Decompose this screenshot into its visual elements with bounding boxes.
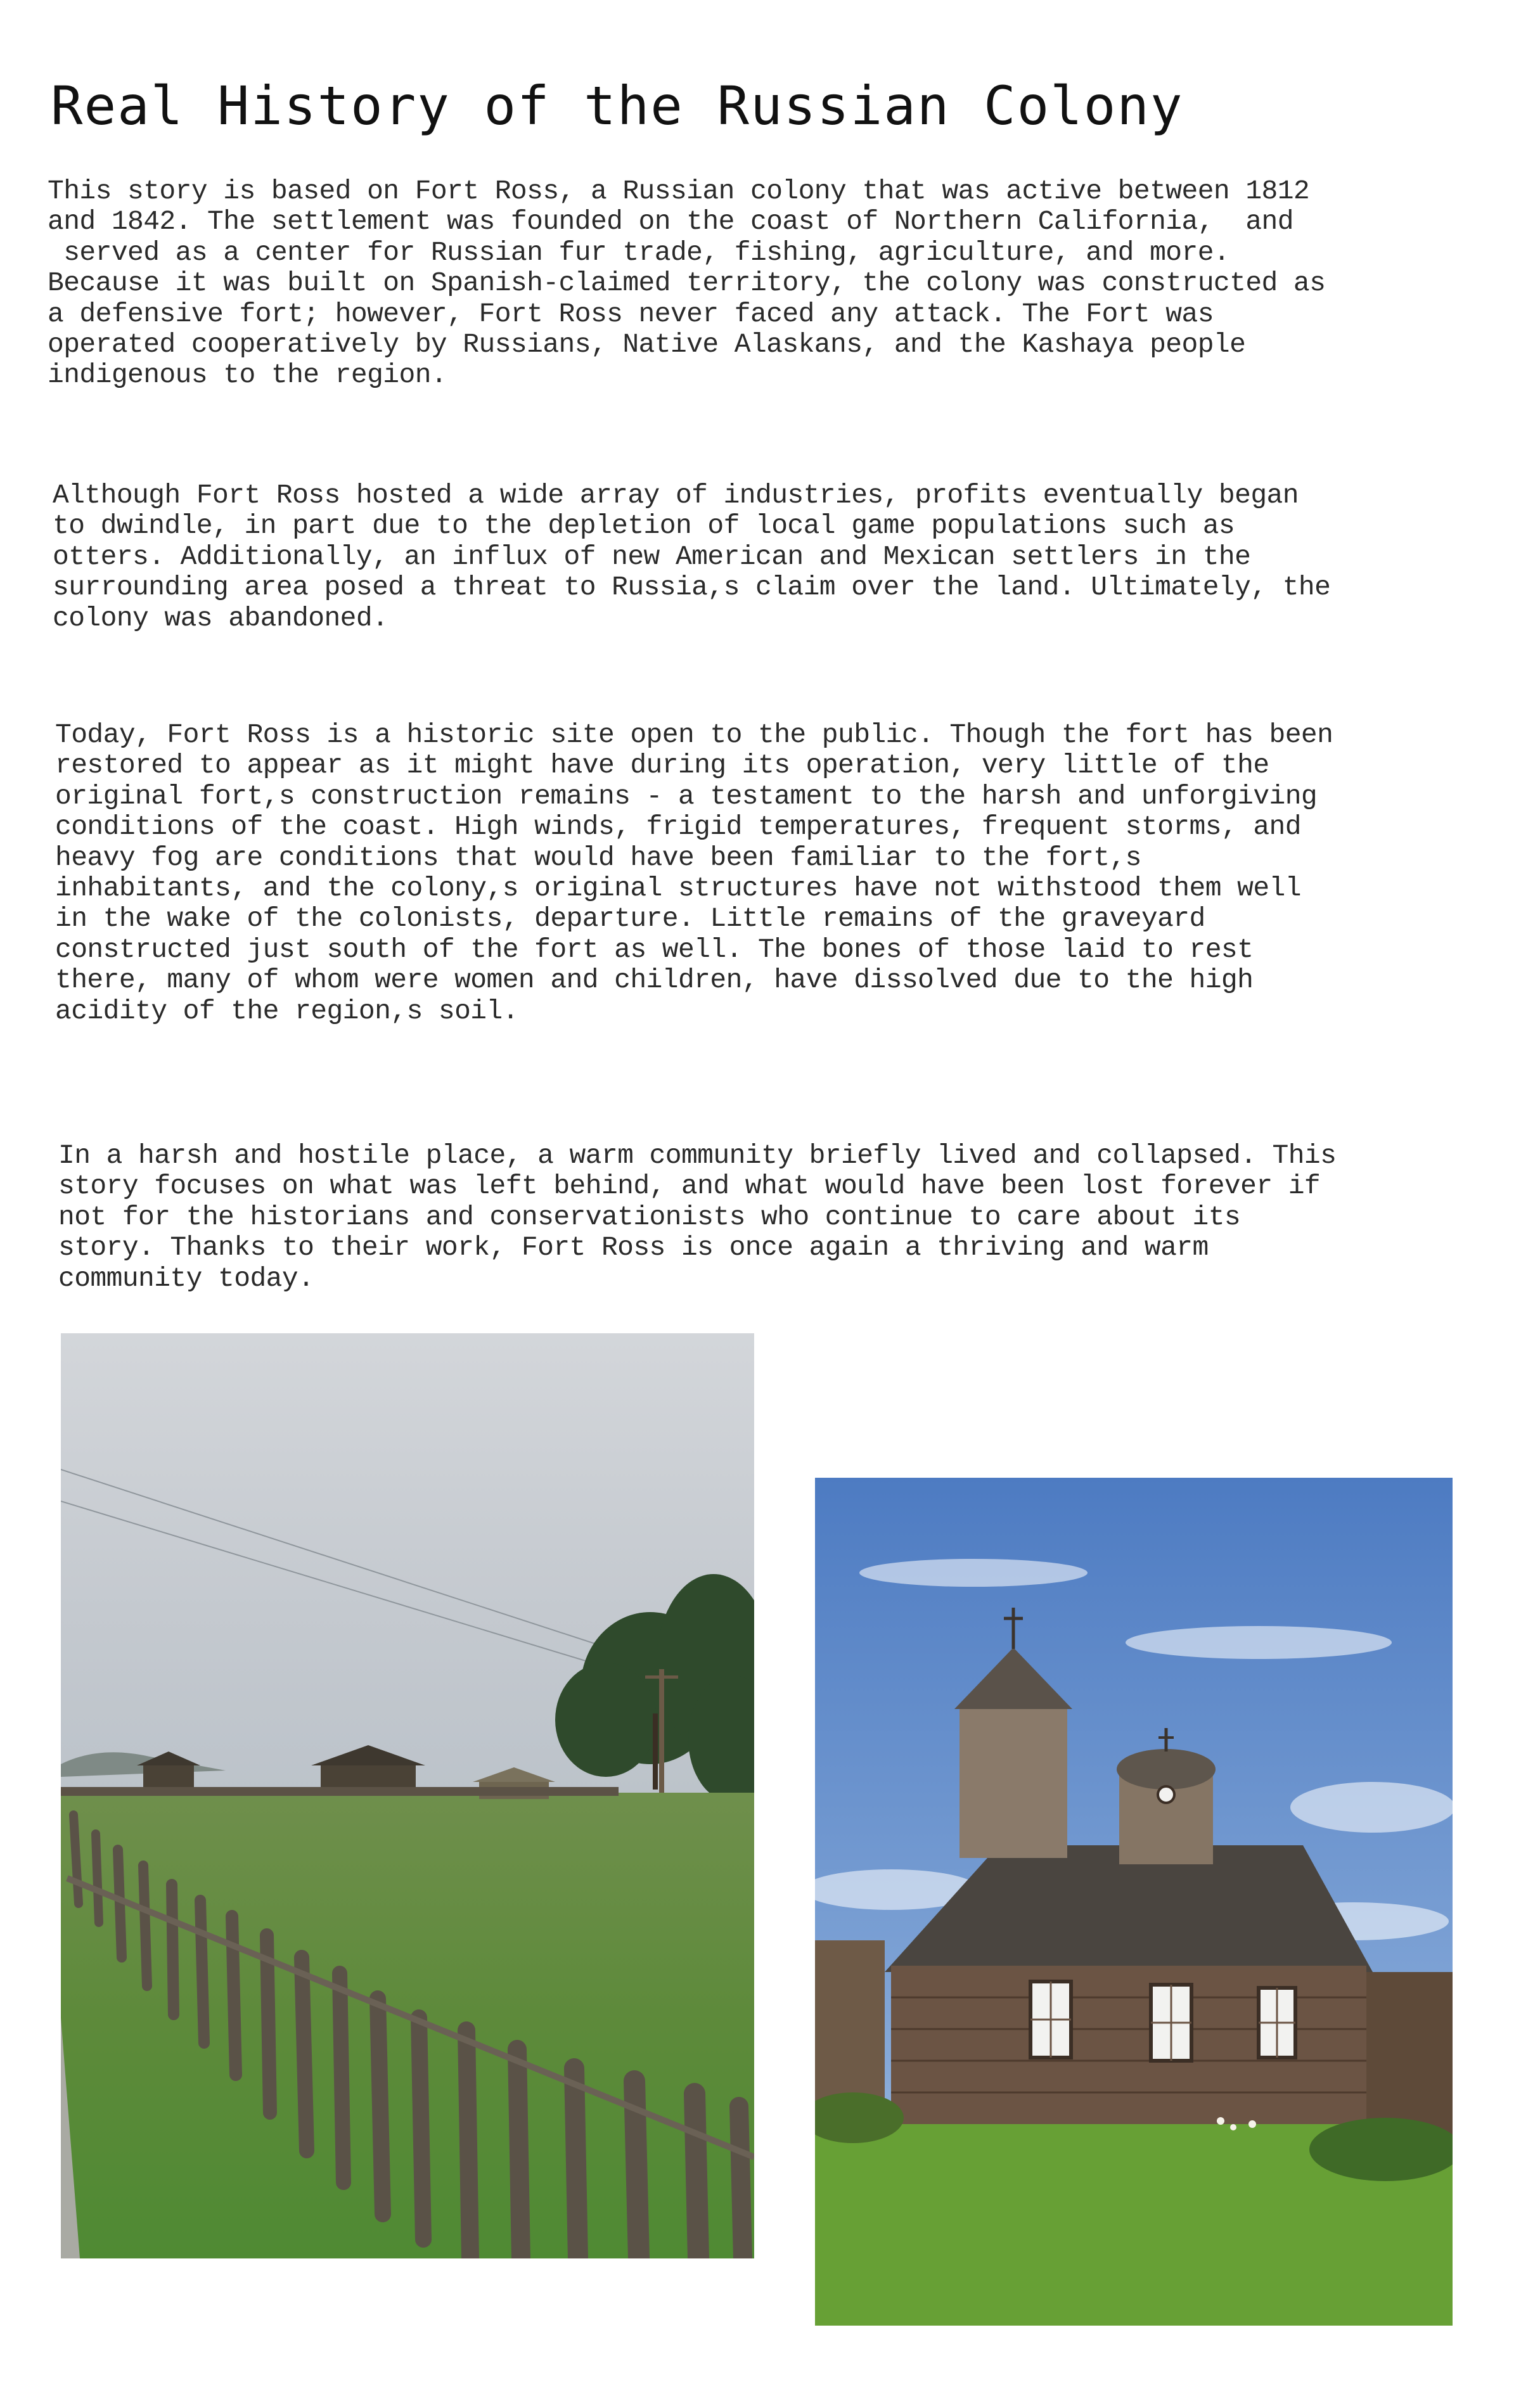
wooden-chapel-photo (815, 1478, 1453, 2326)
paragraph-today: Today, Fort Ross is a historic site open to the public. Though the fort has been restored to appear as it might have during its operation, very little of the original fort,s construction remains - a testament to the harsh and unforgiving conditions of the coast. High winds, frigid temperatures, frequent storms, and heavy fog are conditions that would have been familiar to the fort,s inhabitants, and the colony,s original structures have not withstood them well in the wake of the colonists, departure. Little remains of the graveyard constructed just south of the fort as well. The bones of those laid to rest there, many of whom were women and children, have dissolved due to the high acidity of the region,s soil. (55, 719, 1333, 1027)
paragraph-decline: Although Fort Ross hosted a wide array of industries, profits eventually began to dwindle, in part due to the depletion of local game populations such as otters. Additionally, an influx of new American and Mexican settlers in the surrounding area posed a threat to Russia,s claim over the land. Ultimately, the colony was abandoned. (53, 480, 1331, 634)
page-title: Real History of the Russian Colony (51, 75, 1184, 137)
paragraph-conclusion: In a harsh and hostile place, a warm community briefly lived and collapsed. This story focuses on what was left behind, and what would have been lost forever if not for the historians and conservationists who continue to care about its story. Thanks to their work, Fort Ross is once again a thriving and warm community today. (58, 1140, 1337, 1294)
fort-field-with-picket-fence-photo (61, 1333, 754, 2258)
paragraph-intro: This story is based on Fort Ross, a Russian colony that was active between 1812 and 1842. The settlement was founded on the coast of Northern California, and served as a center for Russian fur trade, fishing, agriculture, and more. Because it was built on Spanish-claimed territory, the colony was constructed as a defensive fort; however, Fort Ross never faced any attack. The Fort was operated cooperatively by Russians, Native Alaskans, and the Kashaya people indigenous to the region. (48, 176, 1326, 391)
